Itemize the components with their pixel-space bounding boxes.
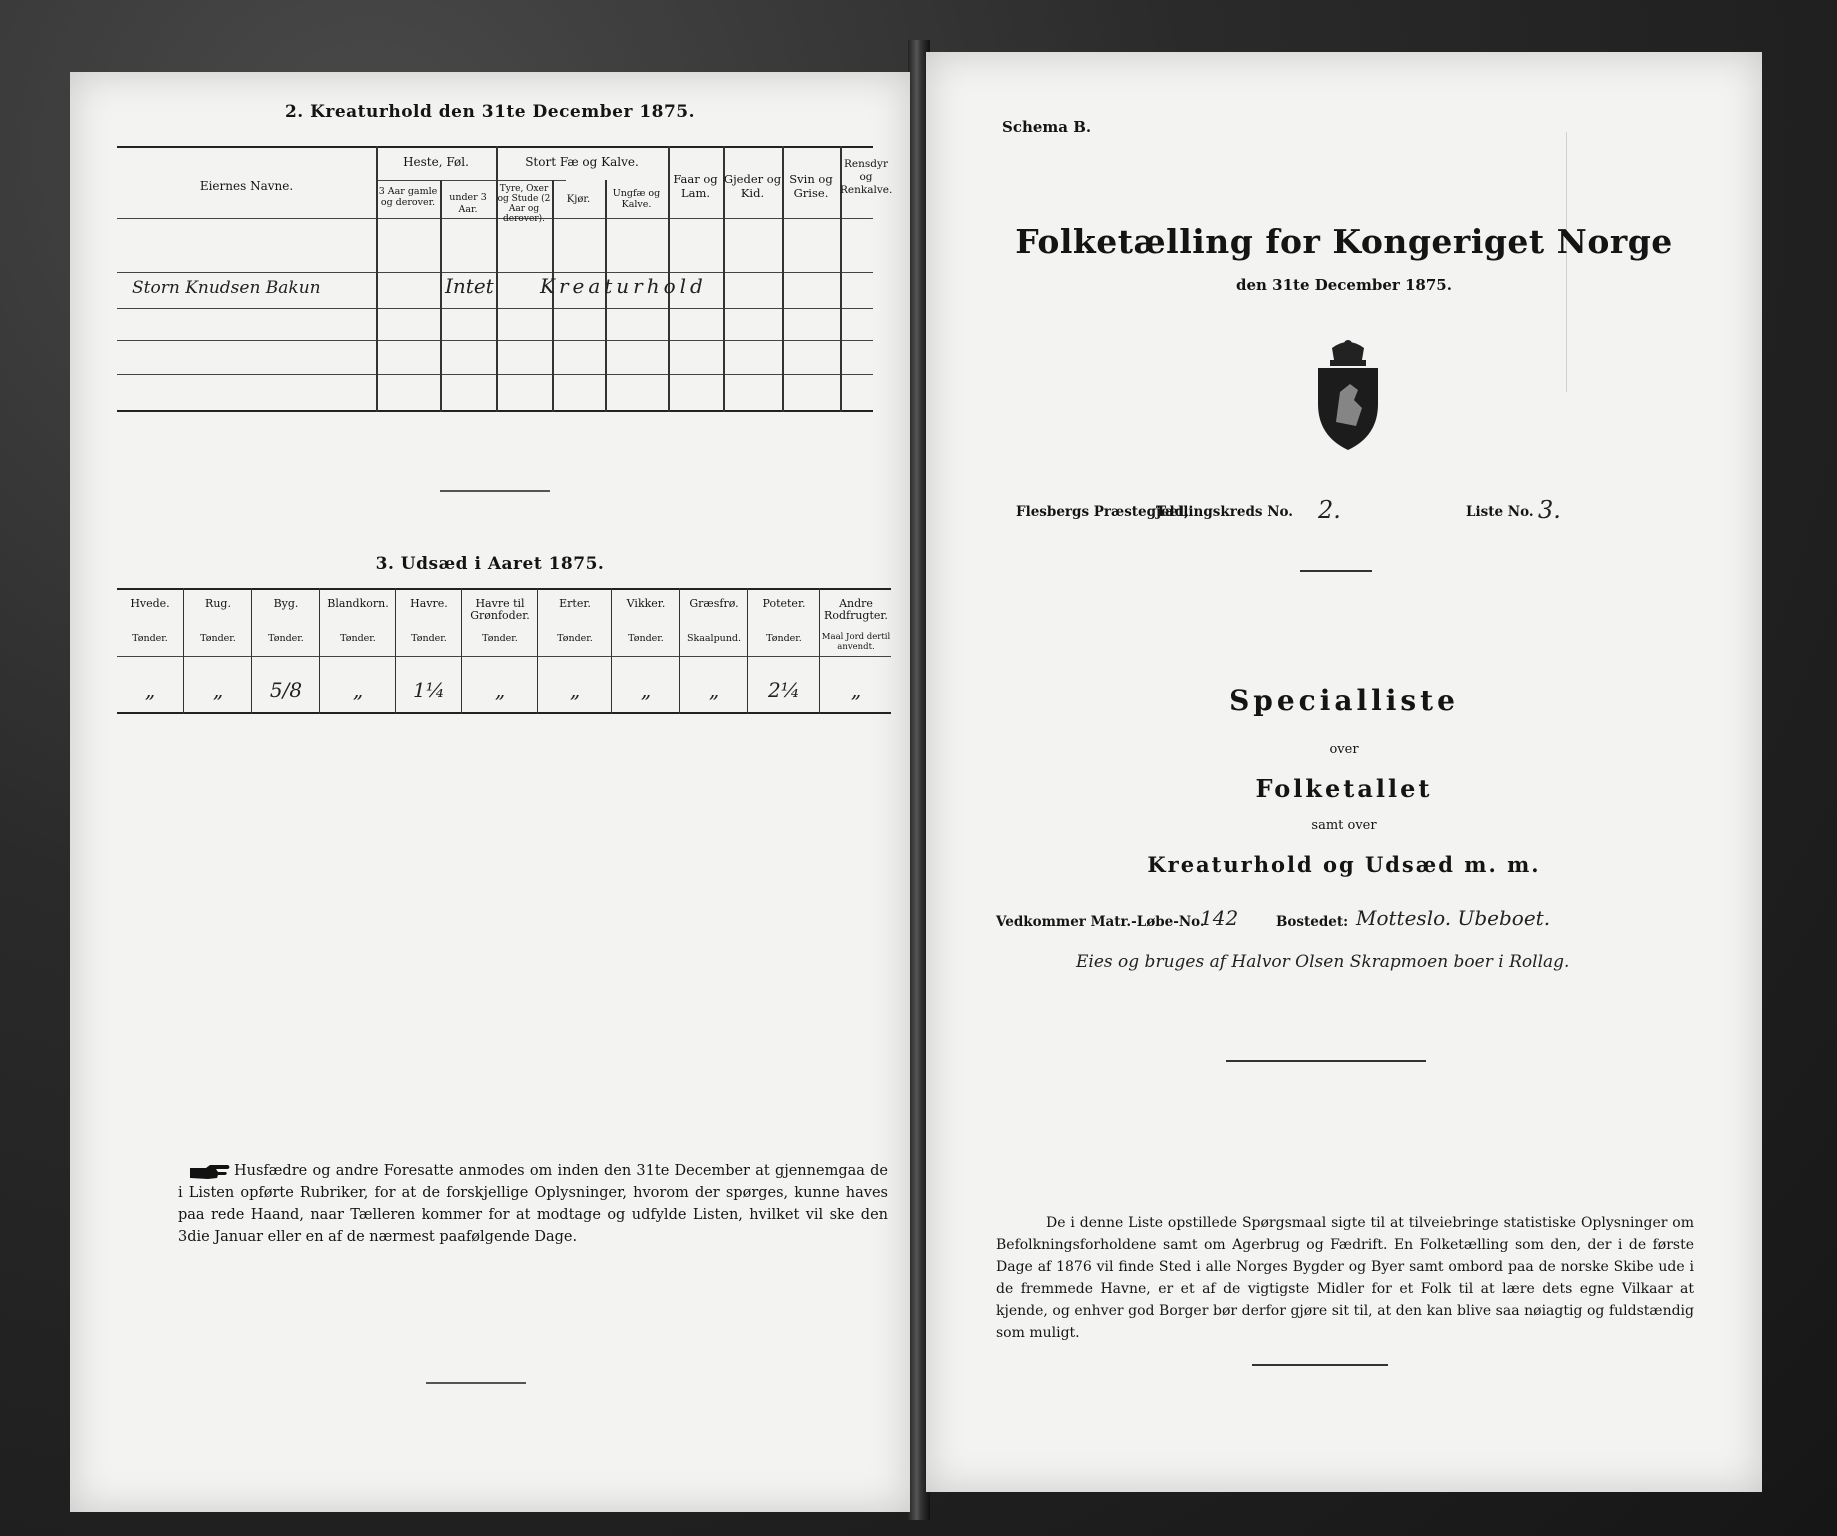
header-pigs: Svin og Grise. — [789, 172, 833, 200]
kreaturhold-heading: Kreaturhold og Udsæd m. m. — [1147, 852, 1541, 877]
header-cattle-young: Ungfæ og Kalve. — [612, 188, 661, 210]
left-page — [70, 72, 910, 1512]
seed-column — [819, 588, 892, 714]
seed-column-value: „ — [144, 678, 156, 702]
bosted-value: Motteslo. Ubeboet. — [1356, 906, 1551, 930]
header-horses: Heste, Føl. — [403, 155, 469, 169]
mid-rule — [1226, 1060, 1426, 1062]
seed-column-unit: Tønder. — [200, 633, 236, 644]
seed-column-unit: Tønder. — [268, 633, 304, 644]
matr-label: Vedkommer Matr.-Løbe-No. — [996, 914, 1205, 930]
householder-notice: Husfædre og andre Foresatte anmodes om inden den 31te December at gjennemgaa de i Listen opførte Rubriker, for at de forskjellige Oplysninger, hvorom der spørges, kunne haves paa rede Haand, naar Tælleren kommer for at modtage og udfylde Listen, hvilket vil ske den 3die Januar eller en af de nærmest paafølgende Dage. — [178, 1163, 888, 1245]
folketallet-heading: Folketallet — [1255, 774, 1433, 803]
seed-column — [679, 588, 748, 714]
seed-column-name: Hvede. — [130, 597, 170, 610]
owner-note: Eies og bruges af Halvor Olsen Skrapmoen boer i Rollag. — [1076, 952, 1570, 972]
seed-column-unit: Maal Jord dertil anvendt. — [821, 632, 891, 652]
header-goats: Gjeder og Kid. — [723, 172, 782, 200]
seed-column-value: „ — [850, 678, 862, 702]
seed-column-value: „ — [352, 678, 364, 702]
header-cattle-cows: Kjør. — [566, 194, 591, 205]
bottom-rule-right — [1252, 1364, 1388, 1366]
seed-column-name: Erter. — [559, 597, 591, 610]
seed-column — [395, 588, 462, 714]
entry-note-livestock: Kreaturhold — [540, 274, 707, 298]
seed-column — [117, 588, 183, 714]
right-page — [926, 52, 1762, 1492]
seed-column-value: 1¼ — [412, 678, 446, 702]
schema-label: Schema B. — [1002, 118, 1092, 136]
seed-column-value: „ — [640, 678, 652, 702]
district-number: 2. — [1318, 496, 1341, 524]
seed-column — [251, 588, 320, 714]
divider-rule — [440, 490, 550, 492]
seed-column-value: „ — [212, 678, 224, 702]
over-text: over — [1329, 742, 1359, 757]
list-number: 3. — [1538, 496, 1561, 524]
seed-column-name: Græsfrø. — [689, 597, 739, 610]
seed-column-unit: Tønder. — [628, 633, 664, 644]
seed-column-unit: Tønder. — [557, 633, 593, 644]
seed-column — [461, 588, 538, 714]
district-label: Tællingskreds No. — [1156, 504, 1294, 520]
seed-column-name: Andre Rodfrugter. — [824, 597, 888, 622]
specialliste-heading: Specialliste — [1229, 684, 1459, 717]
census-title: Folketælling for Kongeriget Norge — [1015, 222, 1673, 261]
seed-column-name: Havre. — [410, 597, 448, 610]
seed-title: 3. Udsæd i Aaret 1875. — [375, 554, 605, 574]
seed-column — [183, 588, 252, 714]
parish-label: Flesbergs Præstegjeld, — [1016, 504, 1189, 520]
header-horses-under3: under 3 Aar. — [449, 192, 487, 215]
bottom-rule — [426, 1382, 526, 1384]
header-cattle: Stort Fæ og Kalve. — [525, 155, 639, 169]
bosted-label: Bostedet: — [1276, 914, 1349, 930]
seed-column-value: „ — [494, 678, 506, 702]
norwegian-coat-of-arms-icon — [1310, 338, 1386, 452]
list-label: Liste No. — [1466, 504, 1534, 520]
livestock-title: 2. Kreaturhold den 31te December 1875. — [284, 102, 696, 122]
seed-column-name: Vikker. — [626, 597, 666, 610]
seed-column-unit: Tønder. — [340, 633, 376, 644]
seed-column-name: Byg. — [273, 597, 299, 610]
title-rule — [1300, 570, 1372, 572]
matr-number: 142 — [1200, 906, 1239, 930]
seed-column — [747, 588, 820, 714]
seed-column — [537, 588, 612, 714]
seed-column — [319, 588, 396, 714]
seed-column-name: Rug. — [205, 597, 231, 610]
seed-column-value: 2¼ — [767, 678, 801, 702]
header-sheep: Faar og Lam. — [673, 172, 718, 200]
seed-column-value: „ — [708, 678, 720, 702]
seed-column-name: Blandkorn. — [327, 597, 389, 610]
samt-over-text: samt over — [1311, 818, 1377, 833]
seed-column-unit: Tønder. — [482, 633, 518, 644]
seed-column-unit: Tønder. — [411, 633, 447, 644]
seed-column-unit: Tønder. — [132, 633, 168, 644]
seed-table — [117, 588, 891, 714]
seed-column-value: „ — [569, 678, 581, 702]
seed-column-value: 5/8 — [269, 678, 303, 702]
seed-column-unit: Skaalpund. — [686, 633, 742, 644]
header-cattle-bulls: Tyre, Oxer og Stude (2 Aar og derover). — [497, 184, 551, 224]
header-owners: Eiernes Navne. — [199, 179, 294, 193]
seed-column-name: Havre til Grønfoder. — [470, 597, 530, 622]
seed-column-unit: Tønder. — [766, 633, 802, 644]
bleed-through-table — [1566, 132, 1747, 392]
header-reindeer: Rensdyr og Renkalve. — [840, 158, 893, 196]
header-horses-3plus: 3 Aar gamle og derover. — [378, 186, 438, 208]
seed-column-name: Poteter. — [762, 597, 806, 610]
census-date: den 31te December 1875. — [1236, 276, 1452, 294]
census-notice: De i denne Liste opstillede Spørgsmaal sigte til at tilveiebringe statistiske Oplysninger om Befolkningsforholdene samt om Agerbrug og Fædrift. En Folketælling som den, der i de første Dage af 1876 vil finde Sted i alle Norges Bygder og Byer samt ombord paa de norske Skibe ude i de fremmede Havne, er et af de vigtigste Midler for et Folk til at lære dets egne Vilkaar at kjende, og enhver god Borger bør derfor gjøre sit til, at den kan blive saa nøiagtig og fuldstændig som muligt. — [996, 1215, 1694, 1341]
seed-column — [611, 588, 680, 714]
entry-owner-name: Storn Knudsen Bakun — [132, 278, 321, 298]
entry-note-none: Intet — [445, 274, 494, 298]
